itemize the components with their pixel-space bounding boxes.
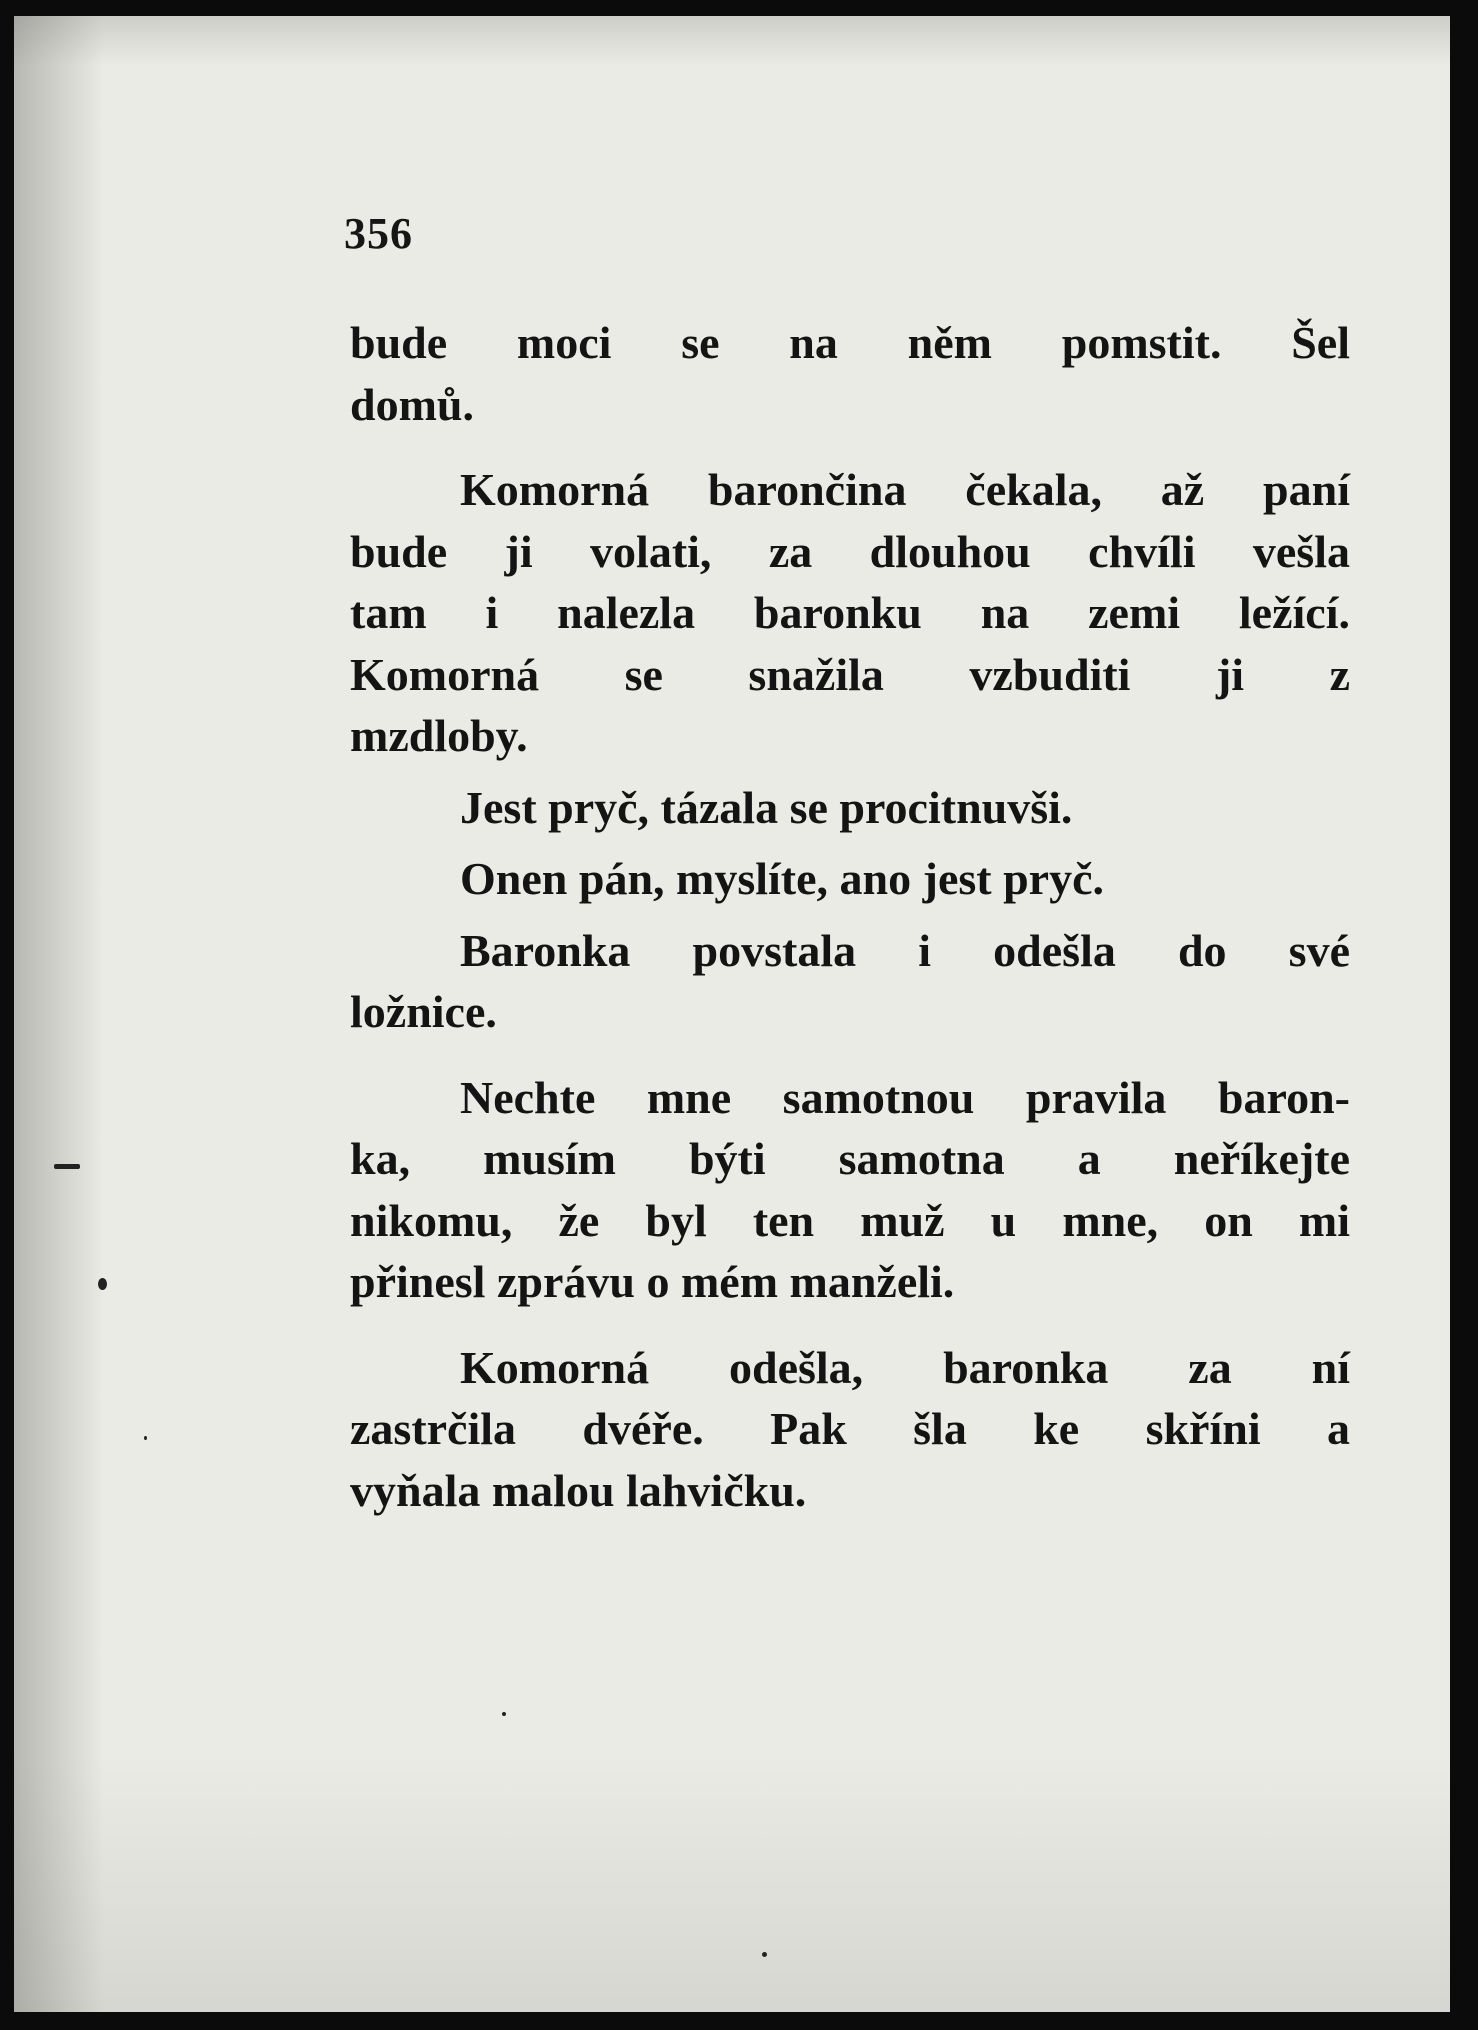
text-line: mzdloby. [350, 710, 528, 761]
ink-speck [502, 1712, 506, 1716]
text-line: ka, musím býti samotna a neříkejte [350, 1133, 1350, 1184]
text-line: Baronka povstala i odešla do své [460, 924, 1350, 976]
text-line: bude moci se na něm pomstit. Šel [350, 317, 1350, 368]
ink-speck [54, 1164, 80, 1169]
text-line: zastrčila dvéře. Pak šla ke skříni a [350, 1403, 1350, 1454]
text-line: bude ji volati, za dlouhou chvíli vešla [350, 525, 1350, 577]
text-line: Nechte mne samotnou pravila baron- [460, 1071, 1350, 1123]
scan-shadow-bottom [14, 1752, 1450, 2012]
text-line: Komorná se snažila vzbuditi ji z [350, 648, 1350, 700]
text-line: Komorná odešla, baronka za ní [460, 1341, 1350, 1393]
text-line: tam i nalezla baronku na zemi ležící. [350, 587, 1350, 638]
text-line: přinesl zprávu o mém manželi. [350, 1256, 955, 1307]
ink-speck [762, 1952, 767, 1957]
text-line: Komorná barončina čekala, až paní [460, 464, 1350, 515]
ink-speck [144, 1436, 147, 1440]
scan-shadow-top [14, 16, 1450, 66]
text-line: domů. [350, 378, 474, 430]
text-line: ložnice. [350, 986, 497, 1037]
text-line: Jest pryč, tázala se procitnuvši. [460, 781, 1073, 833]
text-line: vyňala malou lahvičku. [350, 1464, 807, 1516]
ink-speck [98, 1278, 107, 1290]
text-line: nikomu, že byl ten muž u mne, on mi [350, 1194, 1350, 1246]
text-line: Onen pán, myslíte, ano jest pryč. [460, 853, 1104, 904]
body-text [350, 312, 1350, 1521]
book-page [14, 16, 1450, 2012]
page-number: 356 [344, 209, 413, 258]
scan-shadow-left [14, 16, 104, 2012]
